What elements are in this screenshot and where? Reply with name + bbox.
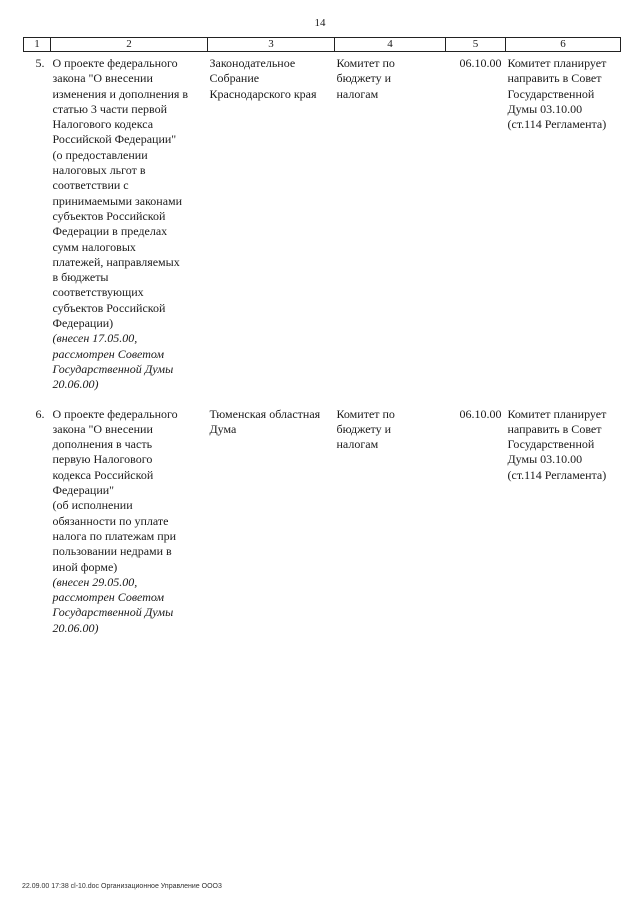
committee-line: налогам bbox=[336, 437, 379, 452]
bill-status-note: рассмотрен Советом bbox=[52, 590, 165, 605]
decision-line: Думы 03.10.00 bbox=[507, 101, 583, 116]
committee-line: бюджету и bbox=[336, 421, 392, 436]
committee-line: Комитет по bbox=[336, 56, 395, 70]
review-date: 06.10.00 bbox=[459, 406, 502, 421]
committee-line: Комитет по bbox=[336, 406, 395, 421]
decision-line: направить в Совет bbox=[507, 421, 602, 436]
bill-title-line: О проекте федерального bbox=[52, 56, 178, 70]
row-number: 6. bbox=[35, 406, 45, 421]
bill-title-line: Федерации в пределах bbox=[52, 224, 168, 239]
bill-title-line: (о предоставлении bbox=[52, 147, 148, 162]
bill-status-note: рассмотрен Советом bbox=[52, 346, 165, 361]
decision-line: Государственной bbox=[507, 86, 595, 101]
decision-line: Комитет планирует bbox=[507, 406, 607, 421]
column-number-row bbox=[24, 38, 621, 52]
bill-title-line: соответствующих bbox=[52, 285, 144, 300]
column-header-6: 6 bbox=[506, 38, 621, 52]
bill-title-line: Налогового кодекса bbox=[52, 117, 154, 132]
bill-title-line: в бюджеты bbox=[52, 270, 109, 285]
row-number: 5. bbox=[35, 56, 45, 70]
responsible-committee bbox=[335, 393, 446, 636]
bill-title-line: субъектов Российской bbox=[52, 300, 166, 315]
bill-title-line: субъектов Российской bbox=[52, 208, 166, 223]
bill-description bbox=[51, 393, 208, 636]
bill-title-line: соответствии с bbox=[52, 178, 129, 193]
bill-title-line: налоговых льгот в bbox=[52, 163, 146, 178]
bill-title-line: платежей, направляемых bbox=[52, 254, 180, 269]
bill-title-line: кодекса Российской bbox=[52, 467, 154, 482]
decision-line: Государственной bbox=[507, 437, 595, 452]
decision-line: Комитет планирует bbox=[507, 56, 607, 70]
initiator-line: Дума bbox=[209, 421, 237, 436]
decision-line: Думы 03.10.00 bbox=[507, 452, 583, 467]
bill-title-line: налога по платежам при bbox=[52, 528, 177, 543]
committee-decision bbox=[506, 393, 621, 636]
bill-title-line: Федерации) bbox=[52, 316, 114, 331]
bill-title-line: иной форме) bbox=[52, 559, 118, 574]
bill-title-line: (об исполнении bbox=[52, 498, 133, 513]
bill-status-note: (внесен 17.05.00, bbox=[52, 331, 138, 346]
bill-status-note: 20.06.00) bbox=[52, 620, 99, 635]
bill-title-line: принимаемыми законами bbox=[52, 193, 183, 208]
bill-status-note: Государственной Думы bbox=[52, 361, 174, 376]
initiator bbox=[208, 393, 335, 636]
bill-description bbox=[51, 52, 208, 393]
committee-line: налогам bbox=[336, 86, 379, 101]
responsible-committee bbox=[335, 52, 446, 393]
bill-status-note: (внесен 29.05.00, bbox=[52, 574, 138, 589]
bill-title-line: Российской Федерации" bbox=[52, 132, 177, 147]
bill-title-line: О проекте федерального bbox=[52, 406, 178, 421]
initiator-line: Краснодарского края bbox=[209, 86, 317, 101]
bill-title-line: первую Налогового bbox=[52, 452, 153, 467]
bill-title-line: дополнения в часть bbox=[52, 437, 153, 452]
table-row bbox=[24, 393, 621, 636]
committee-decision bbox=[506, 52, 621, 393]
document-footer: 22.09.00 17:38 cl-10.doc Организационное Управление ООО3 bbox=[22, 883, 222, 890]
initiator bbox=[208, 52, 335, 393]
bill-title-line: закона "О внесении bbox=[52, 71, 153, 86]
table-row bbox=[24, 52, 621, 393]
bill-title-line: обязанности по уплате bbox=[52, 513, 169, 528]
bill-status-note: Государственной Думы bbox=[52, 605, 174, 620]
bill-title-line: Федерации" bbox=[52, 483, 115, 498]
column-header-2: 2 bbox=[51, 38, 208, 52]
review-date: 06.10.00 bbox=[459, 56, 502, 70]
initiator-line: Собрание bbox=[209, 71, 260, 86]
bill-title-line: сумм налоговых bbox=[52, 239, 136, 254]
column-header-1: 1 bbox=[24, 38, 51, 52]
bill-title-line: статью 3 части первой bbox=[52, 101, 168, 116]
initiator-line: Тюменская областная bbox=[209, 406, 321, 421]
page-number: 14 bbox=[314, 17, 326, 29]
bill-title-line: изменения и дополнения в bbox=[52, 86, 189, 101]
column-header-5: 5 bbox=[446, 38, 506, 52]
bill-title-line: пользовании недрами в bbox=[52, 544, 172, 559]
decision-line: (ст.114 Регламента) bbox=[507, 117, 607, 132]
decision-line: направить в Совет bbox=[507, 71, 602, 86]
column-header-3: 3 bbox=[208, 38, 335, 52]
bill-title-line: закона "О внесении bbox=[52, 421, 153, 436]
agenda-table bbox=[23, 37, 621, 636]
decision-line: (ст.114 Регламента) bbox=[507, 467, 607, 482]
initiator-line: Законодательное bbox=[209, 56, 296, 70]
bill-status-note: 20.06.00) bbox=[52, 377, 99, 392]
column-header-4: 4 bbox=[335, 38, 446, 52]
committee-line: бюджету и bbox=[336, 71, 392, 86]
